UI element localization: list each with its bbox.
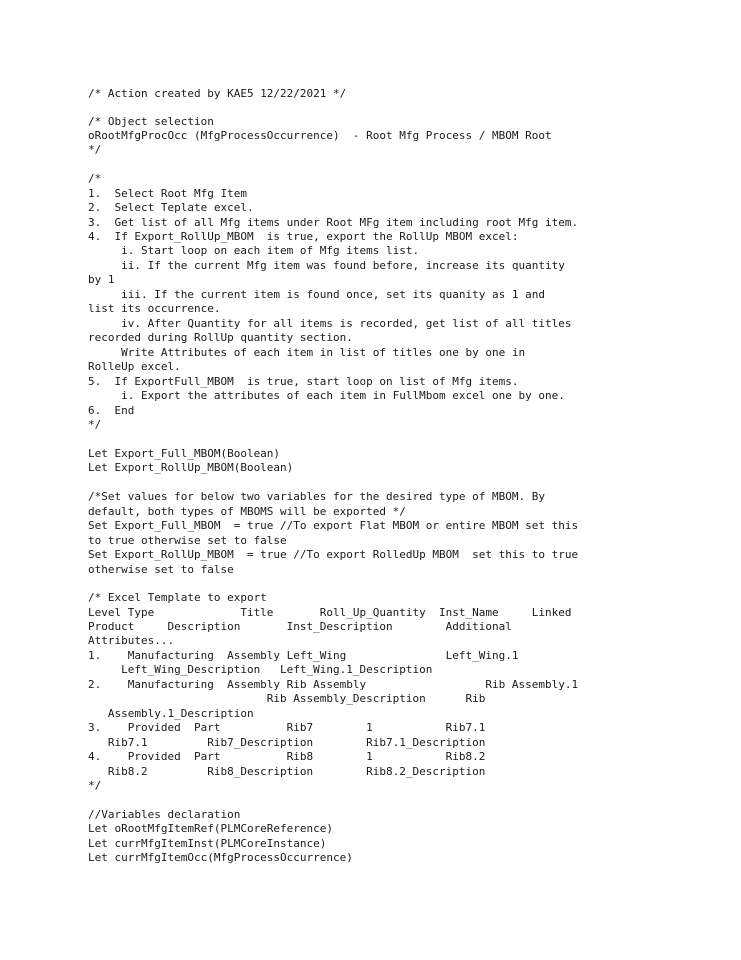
code-line: Let Export_Full_MBOM(Boolean) [88, 447, 281, 460]
code-line: 3. Provided Part Rib7 1 Rib7.1 [88, 721, 486, 734]
code-line: 6. End [88, 404, 135, 417]
code-line: Let Export_RollUp_MBOM(Boolean) [88, 461, 294, 474]
code-line: */ [88, 418, 102, 431]
code-line: 2. Manufacturing Assembly Rib Assembly Rib Assembly.1 [88, 678, 579, 691]
code-line: ii. If the current Mfg item was found before, increase its quantity [88, 259, 565, 272]
code-line: Set Export_RollUp_MBOM = true //To export RolledUp MBOM set this to true [88, 548, 579, 561]
code-line: 3. Get list of all Mfg items under Root MFg item including root Mfg item. [88, 216, 579, 229]
code-line: to true otherwise set to false [88, 534, 287, 547]
code-line: 4. If Export_RollUp_MBOM is true, export the RollUp MBOM excel: [88, 230, 519, 243]
code-line: Product Description Inst_Description Additional [88, 620, 512, 633]
code-line: 1. Manufacturing Assembly Left_Wing Left_Wing.1 [88, 649, 519, 662]
code-line: Let currMfgItemOcc(MfgProcessOccurrence) [88, 851, 353, 864]
code-line: Left_Wing_Description Left_Wing.1_Description [88, 663, 433, 676]
code-line: Attributes... [88, 634, 175, 647]
code-line: Let currMfgItemInst(PLMCoreInstance) [88, 837, 327, 850]
code-line: default, both types of MBOMS will be exported */ [88, 505, 406, 518]
code-line: /* [88, 172, 102, 185]
code-line: 4. Provided Part Rib8 1 Rib8.2 [88, 750, 486, 763]
code-line: 5. If ExportFull_MBOM is true, start loop on list of Mfg items. [88, 375, 519, 388]
code-line: /*Set values for below two variables for the desired type of MBOM. By [88, 490, 545, 503]
code-line: Rib8.2 Rib8_Description Rib8.2_Description [88, 765, 486, 778]
code-line: //Variables declaration [88, 808, 241, 821]
code-line: Level Type Title Roll_Up_Quantity Inst_Name Linked [88, 606, 572, 619]
code-line: */ [88, 143, 102, 156]
code-line: iii. If the current item is found once, set its quanity as 1 and [88, 288, 545, 301]
code-line: Rib7.1 Rib7_Description Rib7.1_Description [88, 736, 486, 749]
code-line: i. Start loop on each item of Mfg items list. [88, 244, 420, 257]
code-line: RolleUp excel. [88, 360, 181, 373]
code-line: list its occurrence. [88, 302, 221, 315]
code-line: 2. Select Teplate excel. [88, 201, 254, 214]
code-line: Set Export_Full_MBOM = true //To export Flat MBOM or entire MBOM set this [88, 519, 579, 532]
code-line: */ [88, 779, 102, 792]
code-line: Let oRootMfgItemRef(PLMCoreReference) [88, 822, 334, 835]
code-line: /* Object selection [88, 115, 214, 128]
comment-header: /* Action created by KAE5 12/22/2021 */ [88, 87, 347, 100]
code-line: oRootMfgProcOcc (MfgProcessOccurrence) - Root Mfg Process / MBOM Root [88, 129, 552, 142]
code-line: Rib Assembly_Description Rib [88, 692, 486, 705]
code-line: /* Excel Template to export [88, 591, 267, 604]
code-line: recorded during RollUp quantity section. [88, 331, 353, 344]
code-line: iv. After Quantity for all items is recorded, get list of all titles [88, 317, 572, 330]
code-line: otherwise set to false [88, 563, 234, 576]
code-line: Write Attributes of each item in list of titles one by one in [88, 346, 526, 359]
code-line: 1. Select Root Mfg Item [88, 187, 247, 200]
code-line: i. Export the attributes of each item in FullMbom excel one by one. [88, 389, 565, 402]
code-line: Assembly.1_Description [88, 707, 254, 720]
code-line: by 1 [88, 273, 115, 286]
